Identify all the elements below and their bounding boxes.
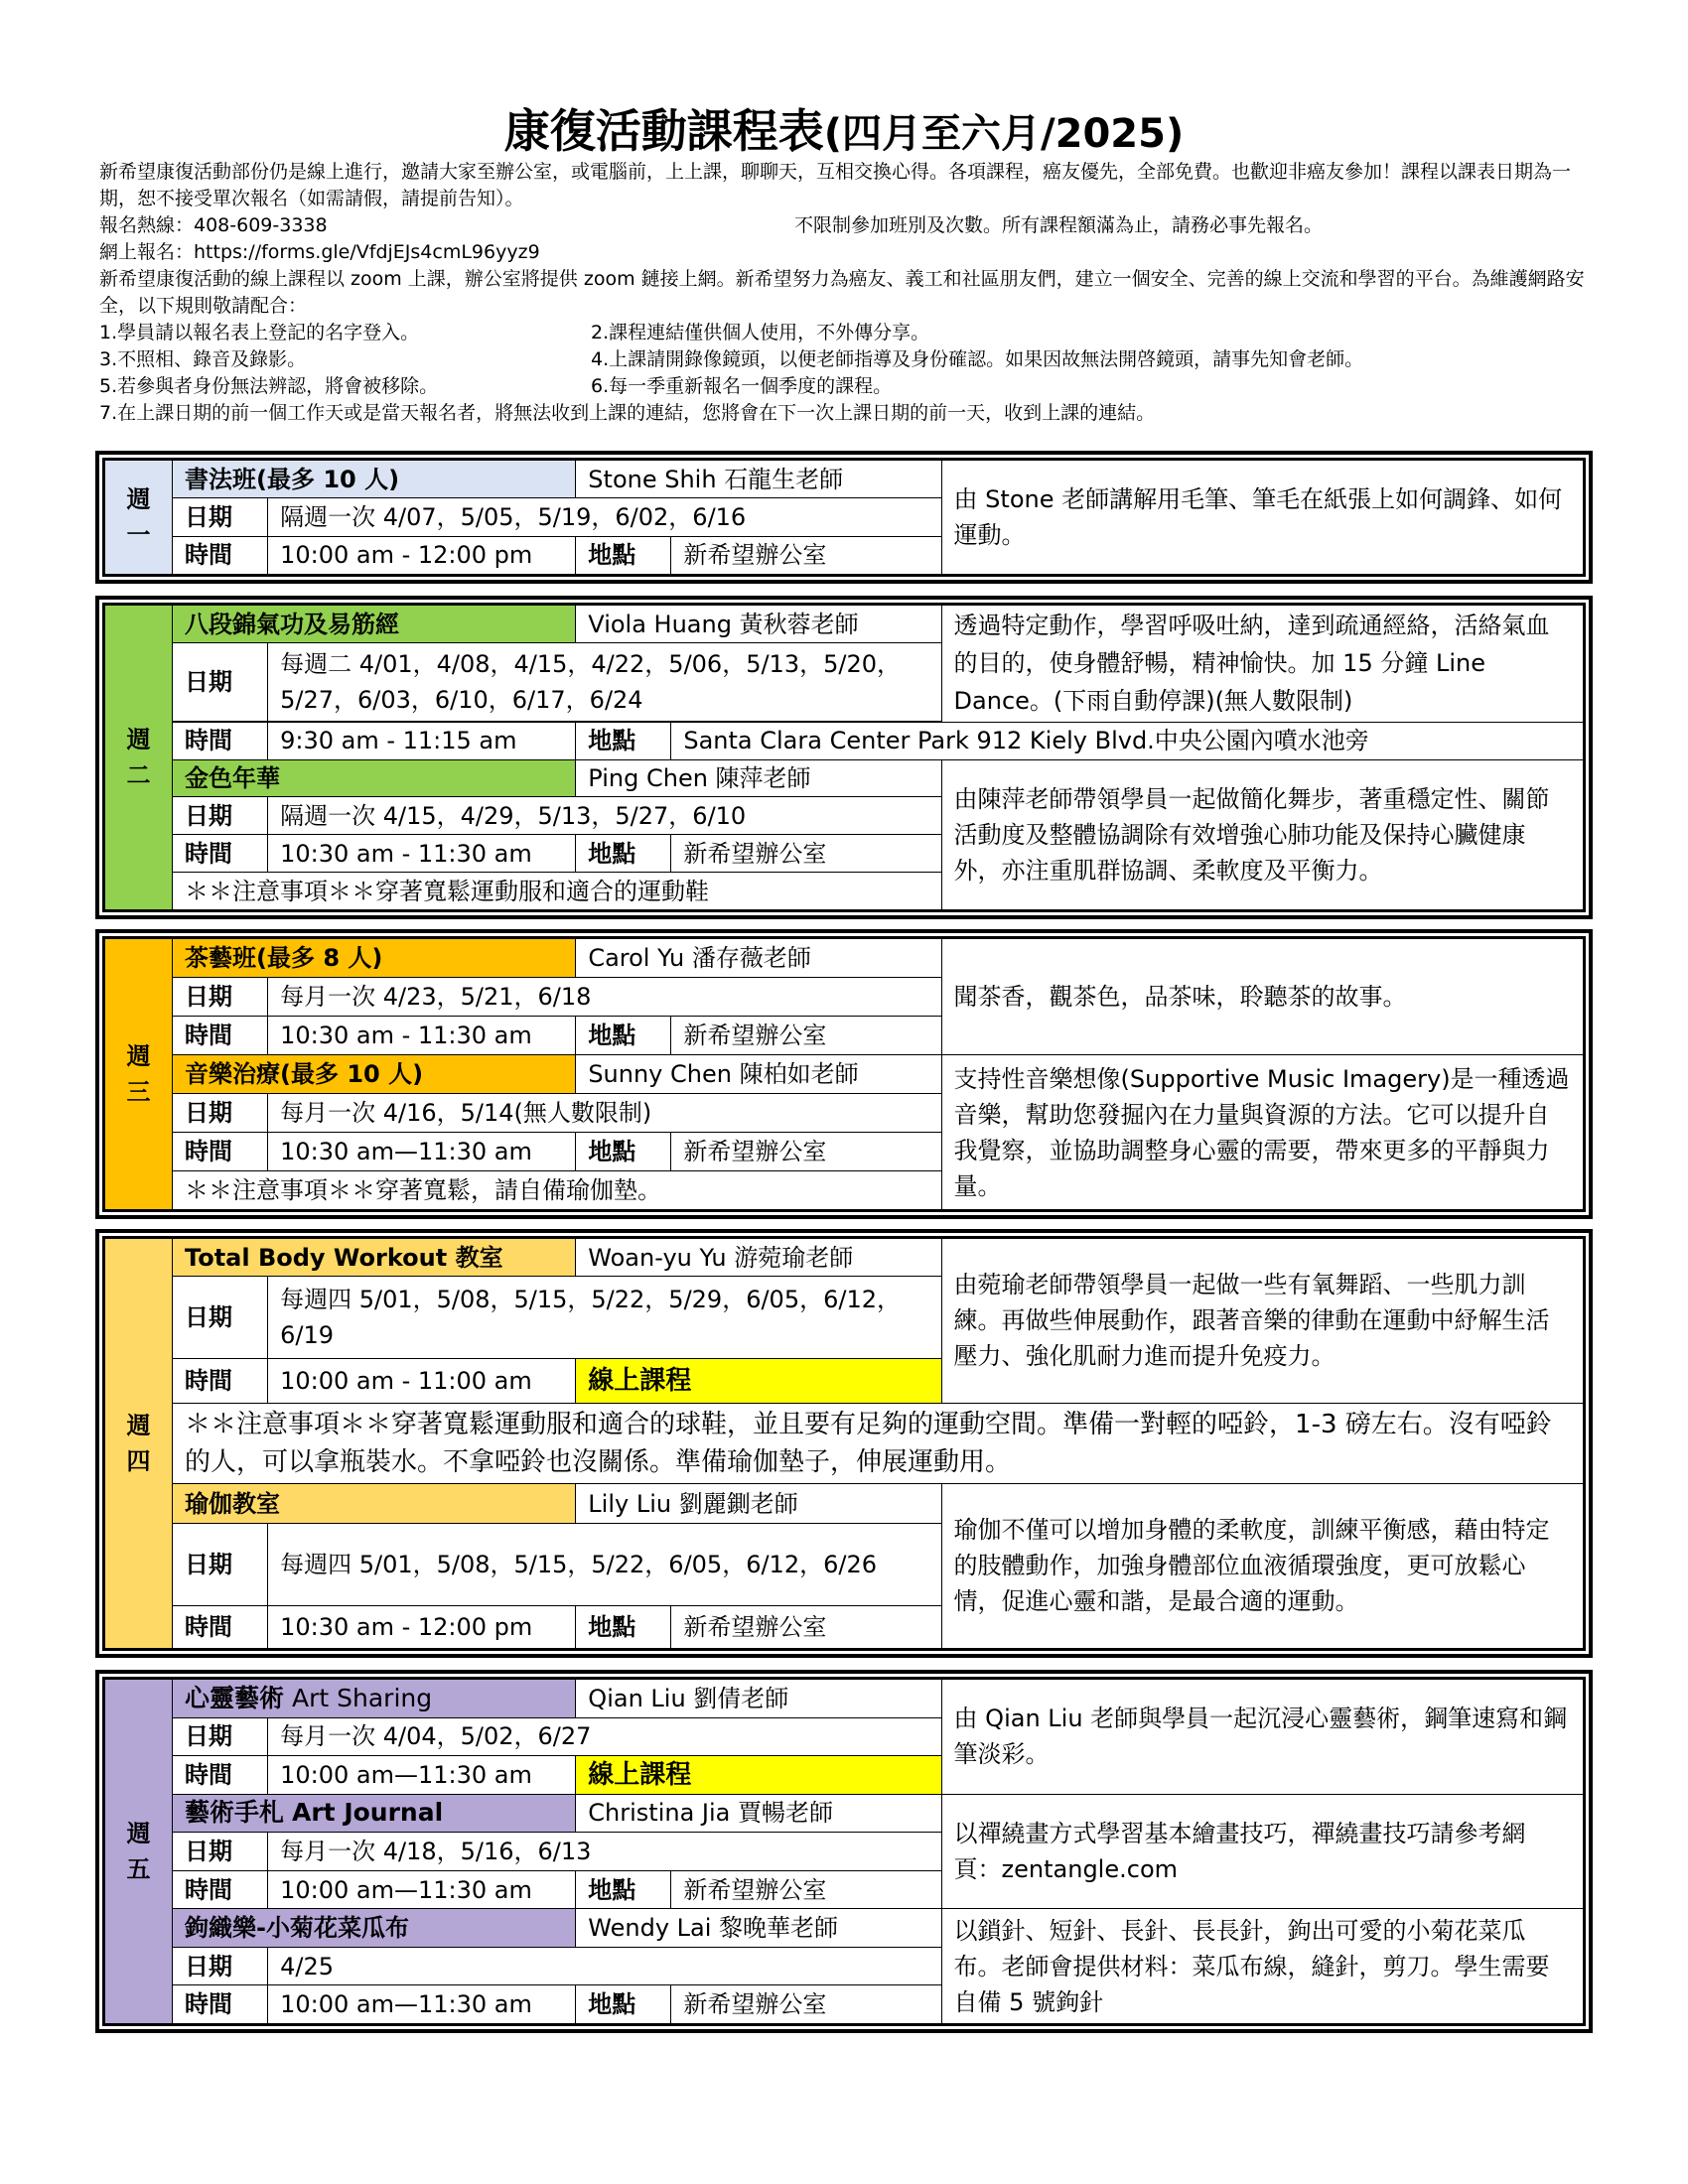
day-label-wednesday: 週 三 (105, 939, 173, 1210)
friday-section (95, 1670, 1593, 2033)
hotline: 報名熱線：408-609-3338 (99, 214, 328, 236)
location-label: 地點 (576, 835, 671, 873)
location-label: 地點 (576, 536, 671, 574)
course-description: 由 Qian Liu 老師與學員一起沉浸心靈藝術，鋼筆速寫和鋼筆淡彩。 (941, 1680, 1583, 1795)
course-dates: 每月一次 4/18，5/16，6/13 (268, 1833, 941, 1871)
course-time: 10:00 am - 12:00 pm (268, 536, 576, 574)
course-dates: 每週四 5/01，5/08，5/15，5/22，5/29，6/05，6/12，6/19 (268, 1277, 941, 1359)
time-label: 時間 (173, 722, 268, 759)
course-name-cn: 心靈藝術 (185, 1683, 285, 1712)
time-label: 時間 (173, 536, 268, 574)
course-description: 由 Stone 老師講解用毛筆、筆毛在紙張上如何調鋒、如何運動。 (941, 461, 1583, 575)
course-description: 支持性音樂想像(Supportive Music Imagery)是一種透過音樂，幫助您發掘內在力量與資源的方法。它可以提升自我覺察，並協助調整身心靈的需要，帶來更多的平靜與力量。 (941, 1055, 1583, 1210)
date-label: 日期 (173, 1947, 268, 1985)
course-location: 新希望辦公室 (671, 1985, 941, 2024)
time-label: 時間 (173, 1017, 268, 1055)
date-label: 日期 (173, 978, 268, 1017)
course-name-en: Art Journal (292, 1798, 444, 1828)
tuesday-section (95, 596, 1593, 919)
teacher-name: Stone Shih 石龍生老師 (576, 461, 941, 498)
location-label: 地點 (576, 1133, 671, 1171)
rules-row-1 (99, 320, 1589, 346)
time-label: 時間 (173, 1870, 268, 1909)
intro-para2: 新希望康復活動的線上課程以 zoom 上課，辦公室將提供 zoom 鏈接上網。新希望努力為癌友、義工和社區朋友們，建立一個安全、完善的線上交流和學習的平台。為維護網路安全，以下規則敬請配合： (99, 268, 1585, 317)
course-description: 由菀瑜老師帶領學員一起做一些有氧舞蹈、一些肌力訓練。再做些伸展動作，跟著音樂的律動在運動中紓解生活壓力、強化肌耐力進而提升免疫力。 (941, 1239, 1583, 1404)
course-time: 10:30 am - 11:30 am (268, 835, 576, 873)
course-description: 聞茶香，觀茶色，品茶味，聆聽茶的故事。 (941, 939, 1583, 1055)
course-time: 10:00 am - 11:00 am (268, 1359, 576, 1404)
rule-4: 4.上課請開錄像鏡頭，以便老師指導及身份確認。如果因故無法開啓鏡頭，請事先知會老師。 (591, 348, 1364, 370)
course-dates: 隔週一次 4/15，4/29，5/13，5/27，6/10 (268, 797, 941, 835)
time-label: 時間 (173, 1756, 268, 1795)
rule-3: 3.不照相、錄音及錄影。 (99, 348, 307, 370)
course-name: Total Body Workout 教室 (173, 1239, 576, 1277)
time-label: 時間 (173, 1359, 268, 1404)
teacher-name: Sunny Chen 陳柏如老師 (576, 1055, 941, 1094)
time-label: 時間 (173, 835, 268, 873)
date-label: 日期 (173, 498, 268, 536)
course-location: 新希望辦公室 (671, 835, 941, 873)
friday-table (104, 1679, 1584, 2024)
date-label: 日期 (173, 1717, 268, 1756)
online-signup: 網上報名：https://forms.gle/VfdjEJs4cmL96yyz9 (99, 241, 540, 263)
course-dates: 每月一次 4/23，5/21，6/18 (268, 978, 941, 1017)
teacher-name: Carol Yu 潘存薇老師 (576, 939, 941, 978)
course-name: 八段錦氣功及易筋經 (173, 606, 576, 643)
course-dates: 每月一次 4/04，5/02，6/27 (268, 1717, 941, 1756)
course-name (173, 1680, 576, 1718)
course-name-en: Art Sharing (292, 1683, 433, 1712)
day-label-monday: 週 一 (105, 461, 173, 575)
thursday-table (104, 1238, 1584, 1649)
course-location: 新希望辦公室 (671, 1017, 941, 1055)
course-description: 由陳萍老師帶領學員一起做簡化舞步，著重穩定性、關節活動度及整體協調除有效增強心肺功能及保持心臟健康外，亦注重肌群協調、柔軟度及平衡力。 (941, 759, 1583, 909)
course-time: 10:00 am—11:30 am (268, 1985, 576, 2024)
date-label: 日期 (173, 1833, 268, 1871)
teacher-name: Ping Chen 陳萍老師 (576, 759, 941, 797)
teacher-name: Lily Liu 劉麗鍘老師 (576, 1483, 941, 1523)
course-time: 10:00 am—11:30 am (268, 1756, 576, 1795)
wednesday-section (95, 929, 1593, 1219)
course-time: 9:30 am - 11:15 am (268, 722, 576, 759)
location-label: 地點 (576, 1870, 671, 1909)
course-name (173, 1794, 576, 1833)
course-note: ＊＊注意事項＊＊穿著寬鬆運動服和適合的運動鞋 (173, 873, 942, 910)
time-label: 時間 (173, 1985, 268, 2024)
location-label: 地點 (576, 722, 671, 759)
rules-row-3 (99, 373, 1589, 400)
course-dates: 每週四 5/01，5/08，5/15，5/22，6/05，6/12，6/26 (268, 1524, 941, 1606)
teacher-name: Wendy Lai 黎晚華老師 (576, 1909, 941, 1948)
intro-para1: 新希望康復活動部份仍是線上進行，邀請大家至辦公室，或電腦前，上上課，聊聊天，互相交換心得。各項課程，癌友優先，全部免費。也歡迎非癌友參加！課程以課表日期為一期，恕不接受單次報名（如需請假，請提前告知）。 (99, 161, 1572, 209)
course-note: ＊＊注意事項＊＊穿著寬鬆運動服和適合的球鞋，並且要有足夠的運動空間。準備一對輕的啞鈴，1-3 磅左右。沒有啞鈴的人，可以拿瓶裝水。不拿啞鈴也沒關係。準備瑜伽墊子，伸展運動用。 (173, 1403, 1584, 1483)
location-label: 地點 (576, 1985, 671, 2024)
online-class-badge: 線上課程 (576, 1756, 941, 1795)
tuesday-table (104, 605, 1584, 910)
course-description: 透過特定動作，學習呼吸吐納，達到疏通經絡，活絡氣血的目的，使身體舒暢，精神愉快。加 15 分鐘 Line Dance。(下雨自動停課)(無人數限制) (941, 606, 1583, 723)
course-description: 以鎖針、短針、長針、長長針，鉤出可愛的小菊花菜瓜布。老師會提供材料：菜瓜布線，縫針，剪刀。學生需要自備 5 號鉤針 (941, 1909, 1583, 2024)
rule-6: 6.每一季重新報名一個季度的課程。 (591, 375, 893, 397)
course-dates: 每月一次 4/16，5/14(無人數限制) (268, 1094, 941, 1133)
date-label: 日期 (173, 1277, 268, 1359)
title-sub: (四月至六月/2025) (823, 111, 1185, 157)
intro-block (99, 159, 1589, 427)
course-location: 新希望辦公室 (671, 1133, 941, 1171)
date-label: 日期 (173, 643, 268, 721)
date-label: 日期 (173, 1524, 268, 1606)
rule-7: 7.在上課日期的前一個工作天或是當天報名者，將無法收到上課的連結，您將會在下一次上課日期的前一天，收到上課的連結。 (99, 402, 1156, 424)
course-description: 瑜伽不僅可以增加身體的柔軟度，訓練平衡感，藉由特定的肢體動作，加強身體部位血液循環強度，更可放鬆心情，促進心靈和諧，是最合適的運動。 (941, 1483, 1583, 1648)
course-name: 金色年華 (173, 759, 576, 797)
unlimited-note: 不限制參加班別及次數。所有課程額滿為止，請務必事先報名。 (794, 214, 1324, 236)
course-name: 鉤織樂-小菊花菜瓜布 (173, 1909, 576, 1948)
date-label: 日期 (173, 797, 268, 835)
online-class-badge: 線上課程 (576, 1359, 941, 1404)
course-location: 新希望辦公室 (671, 1870, 941, 1909)
course-location: Santa Clara Center Park 912 Kiely Blvd.中央公園內噴水池旁 (671, 722, 1584, 759)
teacher-name: Woan-yu Yu 游菀瑜老師 (576, 1239, 941, 1277)
course-dates: 每週二 4/01，4/08，4/15，4/22，5/06，5/13，5/20，5/27，6/03，6/10，6/17，6/24 (268, 643, 941, 721)
course-dates: 隔週一次 4/07，5/05，5/19，6/02，6/16 (268, 498, 941, 536)
teacher-name: Christina Jia 賈暢老師 (576, 1794, 941, 1833)
day-label-tuesday: 週 二 (105, 606, 173, 910)
monday-section (95, 451, 1593, 584)
course-time: 10:00 am—11:30 am (268, 1870, 576, 1909)
location-label: 地點 (576, 1606, 671, 1649)
rule-5: 5.若參與者身份無法辨認，將會被移除。 (99, 375, 439, 397)
course-name: 音樂治療(最多 10 人) (173, 1055, 576, 1094)
course-name-cn: 藝術手札 (185, 1798, 285, 1828)
location-label: 地點 (576, 1017, 671, 1055)
course-dates: 4/25 (268, 1947, 941, 1985)
course-location: 新希望辦公室 (671, 536, 941, 574)
teacher-name: Qian Liu 劉倩老師 (576, 1680, 941, 1718)
course-description: 以禪繞畫方式學習基本繪畫技巧，禪繞畫技巧請參考網頁：zentangle.com (941, 1794, 1583, 1909)
rule-2: 2.課程連結僅供個人使用，不外傳分享。 (591, 322, 930, 343)
monday-table (104, 460, 1584, 575)
title-main: 康復活動課程表 (503, 104, 824, 158)
time-label: 時間 (173, 1606, 268, 1649)
course-time: 10:30 am - 11:30 am (268, 1017, 576, 1055)
course-location: 新希望辦公室 (671, 1606, 941, 1649)
thursday-section (95, 1229, 1593, 1658)
course-note: ＊＊注意事項＊＊穿著寬鬆，請自備瑜伽墊。 (173, 1171, 942, 1210)
course-time: 10:30 am—11:30 am (268, 1133, 576, 1171)
rule-1: 1.學員請以報名表上登記的名字登入。 (99, 322, 420, 343)
time-label: 時間 (173, 1133, 268, 1171)
course-name: 瑜伽教室 (173, 1483, 576, 1523)
course-time: 10:30 am - 12:00 pm (268, 1606, 576, 1649)
hotline-row (99, 212, 1589, 239)
day-label-friday: 週 五 (105, 1680, 173, 2024)
teacher-name: Viola Huang 黃秋蓉老師 (576, 606, 941, 643)
page-title (0, 103, 1688, 162)
course-name: 茶藝班(最多 8 人) (173, 939, 576, 978)
day-label-thursday: 週 四 (105, 1239, 173, 1649)
wednesday-table (104, 938, 1584, 1210)
date-label: 日期 (173, 1094, 268, 1133)
rules-row-2 (99, 346, 1589, 373)
course-name: 書法班(最多 10 人) (173, 461, 576, 498)
